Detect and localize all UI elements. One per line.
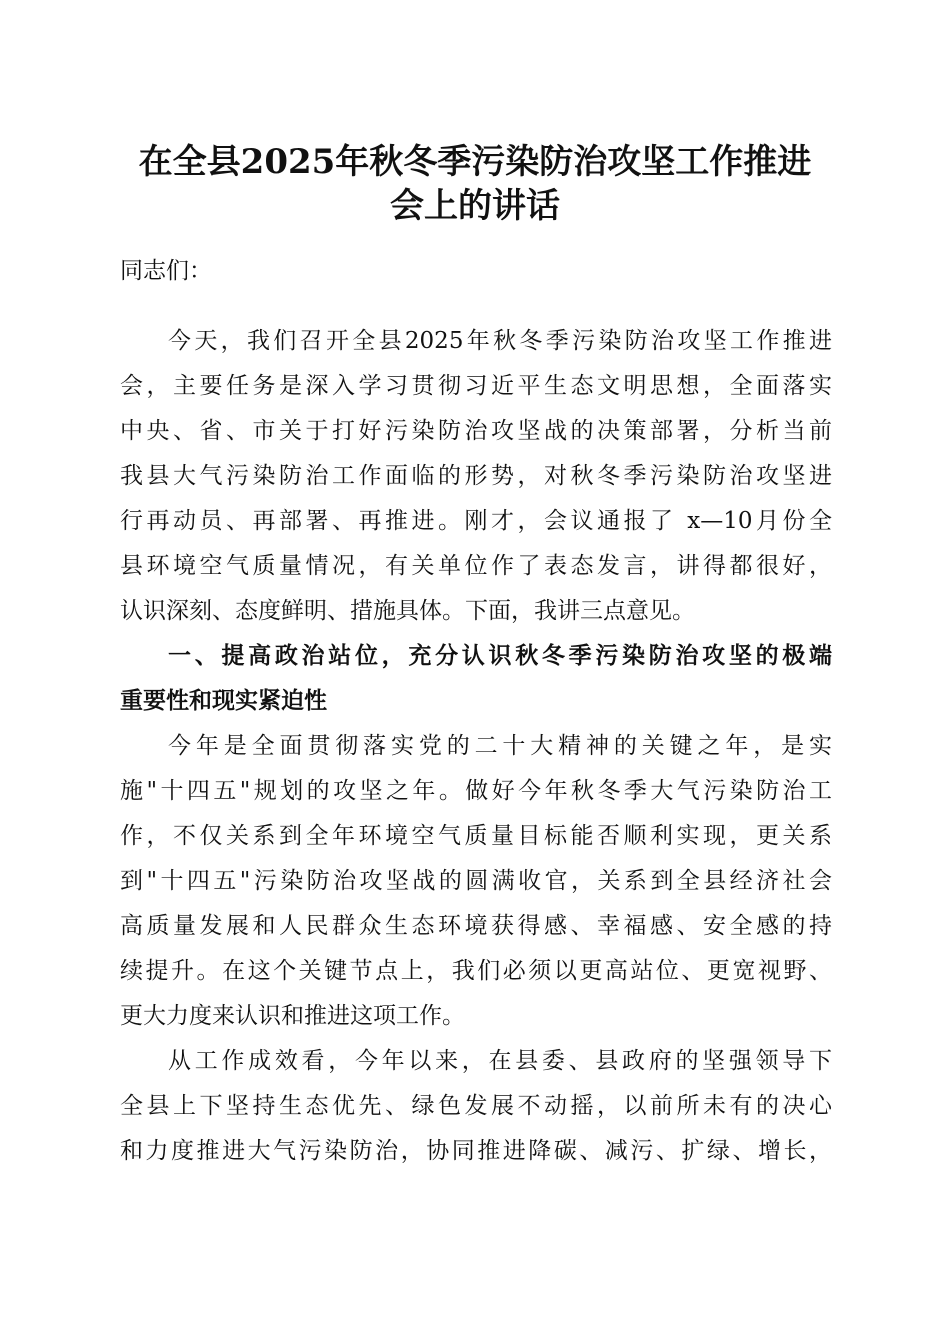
paragraph-1-line: 会，主要任务是深入学习贯彻习近平生态文明思想，全面落实 (120, 373, 832, 399)
paragraph-2-line: 今年是全面贯彻落实党的二十大精神的关键之年，是实 (168, 733, 832, 759)
paragraph-2-line: 更大力度来认识和推进这项工作。 (120, 1003, 465, 1029)
document-title-line-1: 在全县2025年秋冬季污染防治攻坚工作推进 (138, 142, 812, 182)
paragraph-1-line: 认识深刻、态度鲜明、措施具体。下面，我讲三点意见。 (120, 598, 695, 624)
paragraph-2-line: 施"十四五"规划的攻坚之年。做好今年秋冬季大气污染防治工 (120, 778, 832, 804)
section-heading-1-line: 一、提高政治站位，充分认识秋冬季污染防治攻坚的极端 (168, 643, 832, 669)
paragraph-3-line: 全县上下坚持生态优先、绿色发展不动摇，以前所未有的决心 (120, 1093, 832, 1119)
paragraph-3-line: 和力度推进大气污染防治，协同推进降碳、减污、扩绿、增长， (120, 1138, 832, 1164)
paragraph-2-line: 续提升。在这个关键节点上，我们必须以更高站位、更宽视野、 (120, 958, 832, 984)
paragraph-2-line: 作，不仅关系到全年环境空气质量目标能否顺利实现，更关系 (120, 823, 832, 849)
paragraph-1-line: 我县大气污染防治工作面临的形势，对秋冬季污染防治攻坚进 (120, 463, 832, 489)
salutation: 同志们： (120, 258, 212, 284)
paragraph-1-line: 行再动员、再部署、再推进。刚才，会议通报了 x—10月份全 (120, 508, 832, 534)
paragraph-3-line: 从工作成效看，今年以来，在县委、县政府的坚强领导下 (168, 1048, 832, 1074)
paragraph-2-line: 到"十四五"污染防治攻坚战的圆满收官，关系到全县经济社会 (120, 868, 832, 894)
paragraph-1-line: 中央、省、市关于打好污染防治攻坚战的决策部署，分析当前 (120, 418, 832, 444)
paragraph-1-line: 今天，我们召开全县2025年秋冬季污染防治攻坚工作推进 (168, 328, 832, 354)
paragraph-2-line: 高质量发展和人民群众生态环境获得感、幸福感、安全感的持 (120, 913, 832, 939)
section-heading-1-line: 重要性和现实紧迫性 (120, 688, 327, 714)
paragraph-1-line: 县环境空气质量情况，有关单位作了表态发言，讲得都很好， (120, 553, 832, 579)
document-title-line-2: 会上的讲话 (390, 186, 560, 226)
